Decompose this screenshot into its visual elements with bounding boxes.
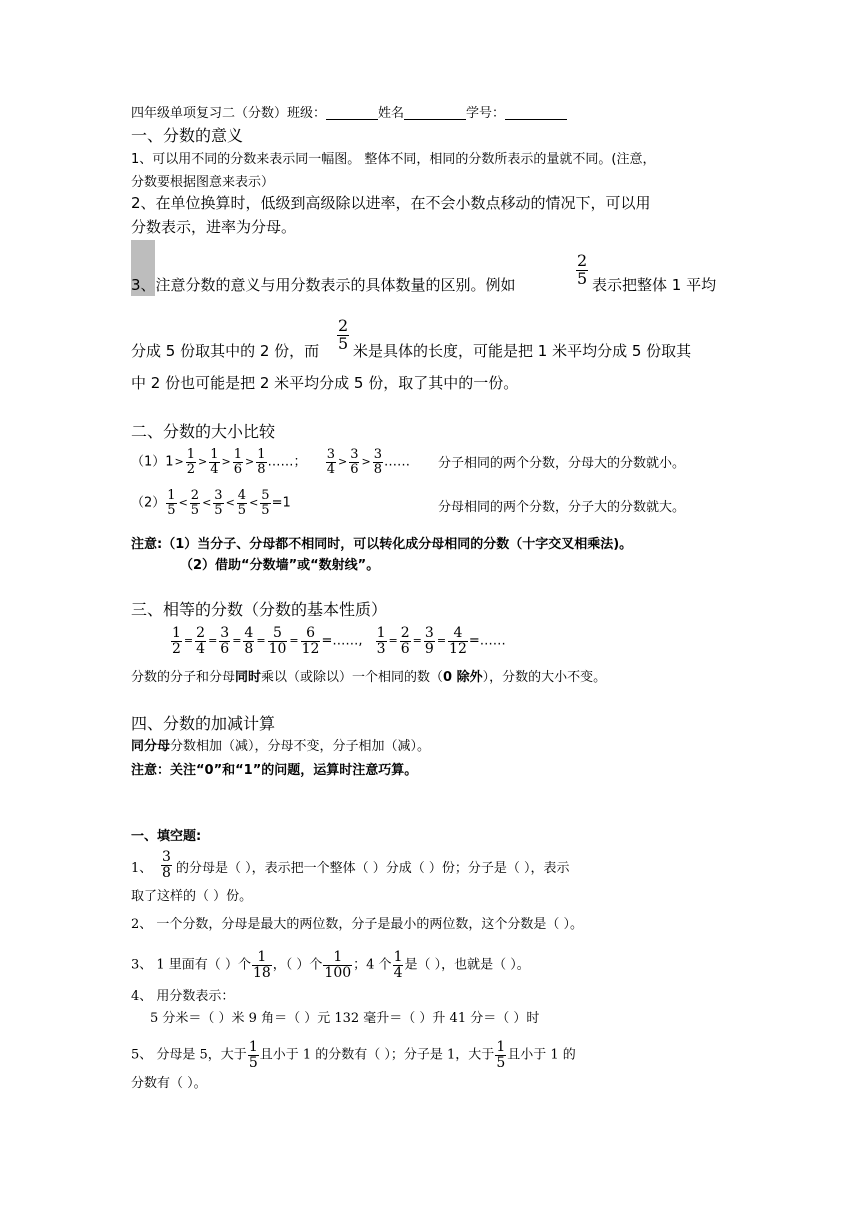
basic-property-rule: 分数的分子和分母同时乘以（或除以）一个相同的数（0 除外），分数的大小不变。 xyxy=(131,670,607,685)
compare-row-2: （2） $\frac{1}{5}$ < $\frac{2}{5}$ < $\frac{3}{5}$ < $\frac{4}{5}$ < $\frac{5}{5}$ =1 xyxy=(131,488,291,518)
q5-line1: 5、 分母是 5，大于 $\frac{1}{5}$ 且小于 1 的分数有（ ）；分子是 1，大于 $\frac{1}{5}$ 且小于 1 的 xyxy=(131,1039,576,1071)
fraction-two-fifths: 2 5 xyxy=(577,251,588,288)
class-blank[interactable] xyxy=(326,107,378,120)
q5-line2: 分数有（ ）。 xyxy=(131,1076,207,1091)
q3: 3、 1 里面有（ ）个 $\frac{1}{18}$ ，（ ）个 $\frac{1}{100}$ ；4 个 $\frac{1}{4}$ 是（ ），也就是（ ）。 xyxy=(131,949,530,981)
s4-rule: 同分母分数相加（减），分母不变，分子相加（减）。 xyxy=(131,739,431,754)
s1-point2-line1: 2、在单位换算时，低级到高级除以进率，在不会小数点移动的情况下，可以用 xyxy=(131,194,651,212)
q1-line1: 1、 xyxy=(131,861,153,876)
q1-line2: 取了这样的（ ）份。 xyxy=(131,889,253,904)
section-2-title: 二、分数的大小比较 xyxy=(131,422,276,441)
q4-units: 5 分米＝（ ）米 9 角＝（ ）元 132 毫升＝（ ）升 41 分＝（ ）时 xyxy=(150,1011,540,1026)
id-blank[interactable] xyxy=(505,107,567,120)
section-4-title: 四、分数的加减计算 xyxy=(131,714,276,733)
s1-point2-line2: 分数表示，进率为分母。 xyxy=(131,218,297,236)
s1-point4-text-a: 分成 5 份取其中的 2 份，而 xyxy=(131,342,320,360)
compare-row-2-note: 分母相同的两个分数，分子大的分数就大。 xyxy=(438,500,686,515)
name-blank[interactable] xyxy=(404,107,466,120)
s1-point1-line1: 1、可以用不同的分数来表示同一幅图。 整体不同，相同的分数所表示的量就不同。(注意， xyxy=(131,152,656,167)
id-label: 学号： xyxy=(466,106,506,121)
s4-note: 注意：关注“0”和“1”的问题，运算时注意巧算。 xyxy=(131,763,418,778)
s1-point3-text-b: 表示把整体 1 平均 xyxy=(592,276,717,294)
s2-note-1: 注意:（1）当分子、分母都不相同时，可以转化成分母相同的分数（十字交叉相乘法)。 xyxy=(131,537,633,552)
s1-point3-line1 xyxy=(131,278,516,293)
s1-point3-text-a: 3、注意分数的意义与用分数表示的具体数量的区别。例如 xyxy=(131,276,516,294)
fraction-three-eighths: 3 8 xyxy=(162,849,171,881)
header-title: 四年级单项复习二（分数）班级： xyxy=(131,106,327,121)
q2: 2、 一个分数，分母是最大的两位数，分子是最小的两位数，这个分数是（ ）。 xyxy=(131,917,584,932)
section-1-title: 一、分数的意义 xyxy=(131,126,244,145)
worksheet-header xyxy=(131,107,567,120)
section-3-title: 三、相等的分数（分数的基本性质） xyxy=(131,600,388,619)
s1-point1-line2: 分数要根据图意来表示） xyxy=(131,175,275,190)
compare-row-1-note: 分子相同的两个分数，分母大的分数就小。 xyxy=(438,456,686,471)
compare-row-1: （1）1> $\frac{1}{2}$ > $\frac{1}{4}$ > $\frac{1}{6}$ > $\frac{1}{8}$ ……； $\frac{3}{4}$ > $\frac{3}{6}$ > $\frac{3}{8}$ …… xyxy=(131,447,410,477)
exercise-title: 一、填空题: xyxy=(131,829,202,844)
equal-fractions-row: $\frac{1}{2}$ = $\frac{2}{4}$ = $\frac{3}{6}$ = $\frac{4}{8}$ = $\frac{5}{10}$ = $\frac{6}{12}$ =……, $\frac{1}{3}$ = $\frac{2}{6}$ = $\frac{3}{9}$ = $\frac{4}{12}$ =…… xyxy=(172,625,506,657)
s1-point4-text-b: 米是具体的长度，可能是把 1 米平均分成 5 份取其 xyxy=(353,342,692,360)
fraction-two-fifths-meter: 2 5 xyxy=(338,316,349,353)
q1-line1-text: 的分母是（ ），表示把一个整体（ ）分成（ ）份；分子是（ ），表示 xyxy=(176,861,570,876)
q4-title: 4、 用分数表示： xyxy=(131,989,235,1004)
s2-note-2: （2）借助“分数墙”或“数射线”。 xyxy=(180,558,380,573)
name-label: 姓名 xyxy=(378,106,405,121)
s1-point5: 中 2 份也可能是把 2 米平均分成 5 份，取了其中的一份。 xyxy=(131,374,519,392)
